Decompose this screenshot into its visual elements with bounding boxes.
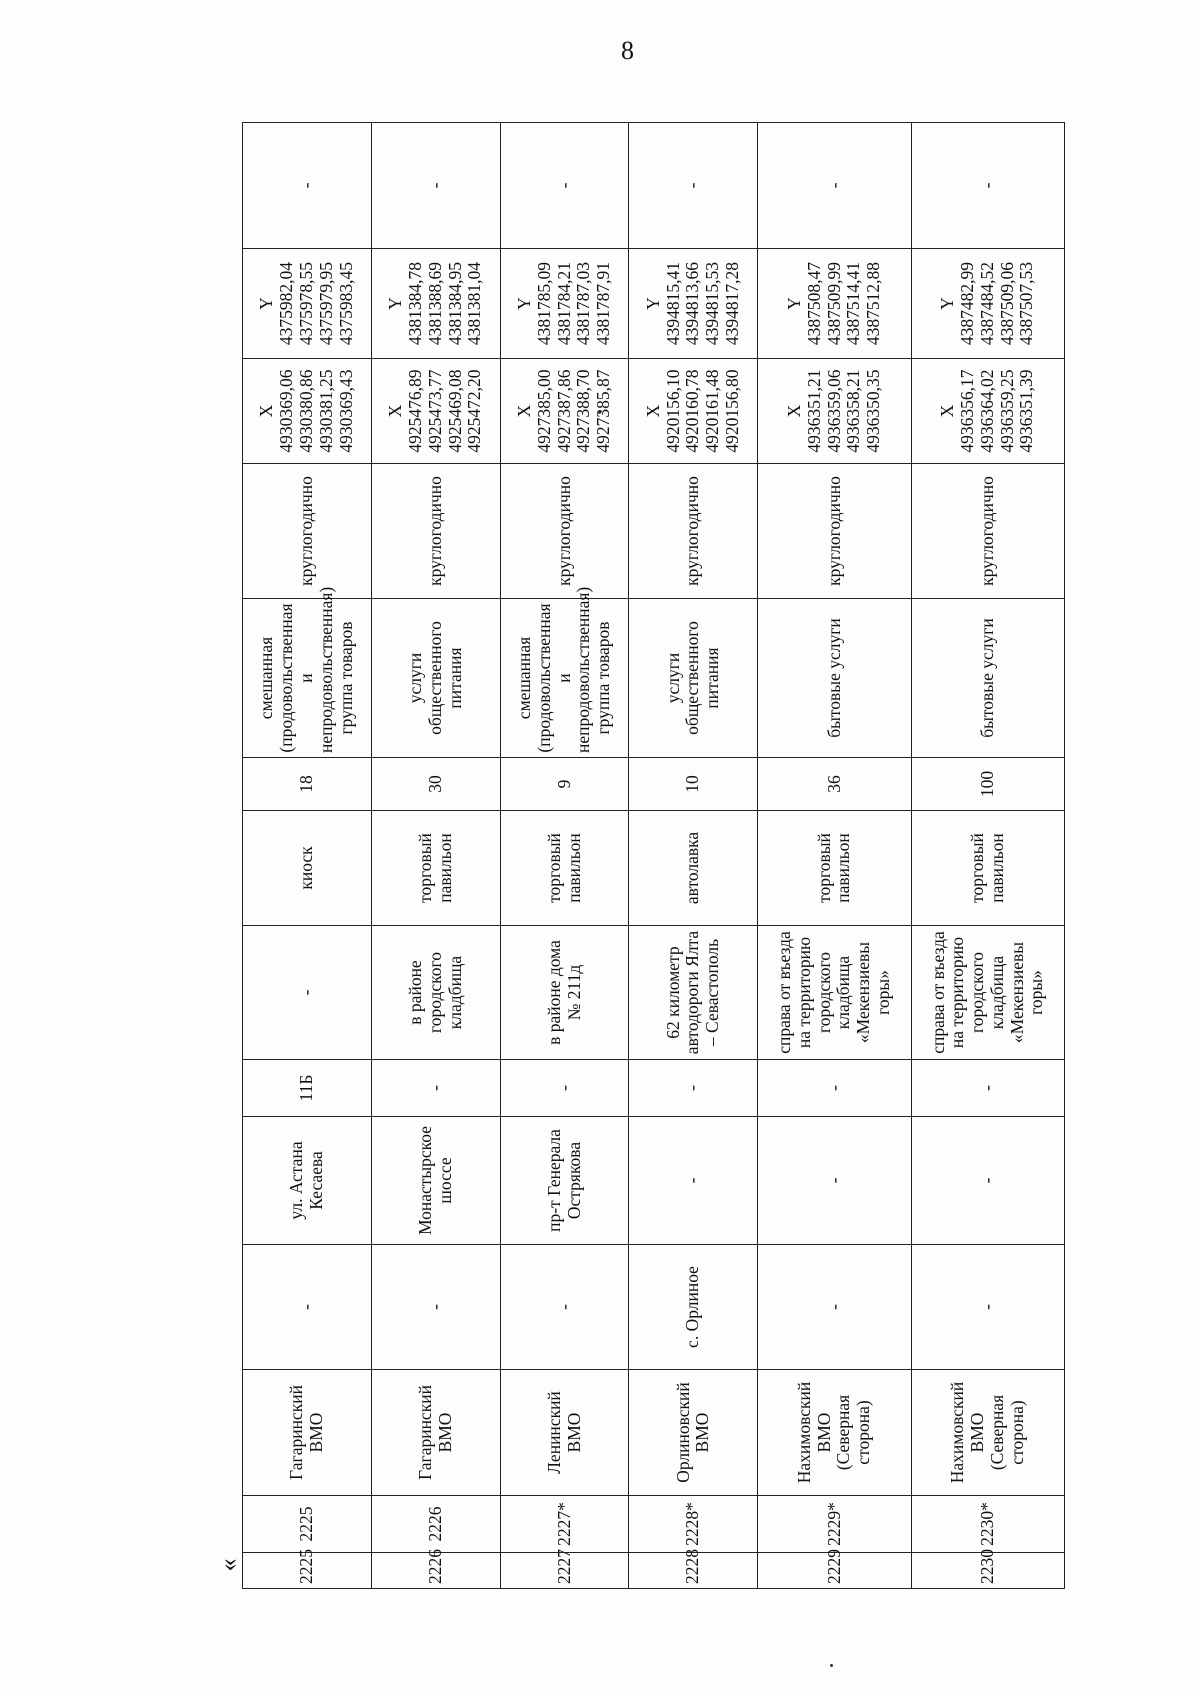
x-coordinate-value: 4930381,25 bbox=[315, 369, 336, 453]
district-cell: Нахимовский ВМО (Северная сторона) bbox=[758, 1370, 911, 1496]
placement-scheme-table bbox=[242, 122, 1065, 1589]
x-coordinates-cell bbox=[243, 359, 372, 464]
row-number-cell: 2226 bbox=[371, 1553, 500, 1589]
street-cell: - bbox=[629, 1117, 758, 1245]
x-coordinate-value: 4925472,20 bbox=[464, 369, 485, 453]
table-row bbox=[758, 123, 911, 1589]
x-coordinate-value: 4927387,86 bbox=[553, 369, 574, 453]
object-type-cell: торговый павильон bbox=[758, 811, 911, 926]
y-coordinates-cell bbox=[371, 249, 500, 359]
x-coordinate-value: 4925469,08 bbox=[444, 369, 465, 453]
street-cell: ул. Астана Кесаева bbox=[243, 1117, 372, 1245]
x-coordinate-value: 4936364,02 bbox=[976, 369, 997, 453]
x-coordinate-value: 4920160,78 bbox=[682, 369, 703, 453]
scheme-number-cell: 2225 bbox=[243, 1496, 372, 1553]
y-coordinate-value: 4375978,55 bbox=[296, 261, 317, 346]
district-cell: Орлиновский ВМО bbox=[629, 1370, 758, 1496]
landmark-cell: - bbox=[243, 926, 372, 1060]
x-coordinate-header: X bbox=[385, 404, 406, 418]
period-cell: круглогодично bbox=[911, 464, 1064, 599]
x-coordinate-value: 4927385,00 bbox=[533, 369, 554, 453]
house-number-cell: 11Б bbox=[243, 1060, 372, 1117]
y-coordinates-cell bbox=[243, 249, 372, 359]
period-cell: круглогодично bbox=[371, 464, 500, 599]
period-cell: круглогодично bbox=[629, 464, 758, 599]
x-coordinate-value: 4920156,80 bbox=[721, 369, 742, 453]
object-type-cell: торговый павильон bbox=[371, 811, 500, 926]
house-number-cell: - bbox=[911, 1060, 1064, 1117]
x-coordinate-value: 4930380,86 bbox=[296, 369, 317, 453]
street-cell: - bbox=[758, 1117, 911, 1245]
street-cell: Монастырское шоссе bbox=[371, 1117, 500, 1245]
specialization-cell: бытовые услуги bbox=[911, 599, 1064, 758]
y-coordinate-header: Y bbox=[514, 297, 535, 310]
x-coordinate-value: 4927385,87 bbox=[593, 369, 614, 453]
x-coordinate-value: 4930369,43 bbox=[335, 369, 356, 453]
table-row bbox=[629, 123, 758, 1589]
specialization-cell: услуги общественного питания bbox=[629, 599, 758, 758]
landmark-cell: в районе дома № 211д bbox=[500, 926, 629, 1060]
area-cell: 36 bbox=[758, 758, 911, 811]
object-type-cell: киоск bbox=[243, 811, 372, 926]
y-coordinate-value: 4394813,66 bbox=[682, 261, 703, 346]
x-coordinate-value: 4920156,10 bbox=[662, 369, 683, 453]
area-cell: 10 bbox=[629, 758, 758, 811]
specialization-cell: смешанная (продовольственная и непродовольственная) группа товаров bbox=[243, 599, 372, 758]
x-coordinate-header: X bbox=[937, 404, 958, 418]
row-number-cell: 2228 bbox=[629, 1553, 758, 1589]
note-cell: - bbox=[629, 123, 758, 249]
settlement-cell: - bbox=[243, 1245, 372, 1370]
y-coordinate-value: 4387509,06 bbox=[996, 261, 1017, 346]
row-number-cell: 2225 bbox=[243, 1553, 372, 1589]
opening-quote-mark: « bbox=[213, 1558, 243, 1572]
x-coordinate-value: 4920161,48 bbox=[702, 369, 723, 453]
x-coordinate-value: 4936358,21 bbox=[843, 369, 864, 453]
specialization-cell: услуги общественного питания bbox=[371, 599, 500, 758]
y-coordinate-value: 4381384,78 bbox=[405, 261, 426, 346]
house-number-cell: - bbox=[371, 1060, 500, 1117]
x-coordinates-cell bbox=[500, 359, 629, 464]
x-coordinate-value: 4936356,17 bbox=[957, 369, 978, 453]
note-cell: - bbox=[911, 123, 1064, 249]
x-coordinate-value: 4936359,06 bbox=[823, 369, 844, 453]
street-cell: - bbox=[911, 1117, 1064, 1245]
y-coordinate-value: 4381787,91 bbox=[593, 261, 614, 346]
scheme-number-cell: 2228* bbox=[629, 1496, 758, 1553]
district-cell: Гагаринский ВМО bbox=[371, 1370, 500, 1496]
x-coordinate-value: 4927388,70 bbox=[573, 369, 594, 453]
y-coordinate-value: 4375979,95 bbox=[315, 261, 336, 346]
landmark-cell: справа от въезда на территорию городского кладбища «Мекензиевы горы» bbox=[911, 926, 1064, 1060]
settlement-cell: - bbox=[758, 1245, 911, 1370]
rotated-table-wrapper bbox=[242, 123, 1065, 1589]
settlement-cell: - bbox=[500, 1245, 629, 1370]
y-coordinate-value: 4394815,53 bbox=[702, 261, 723, 346]
area-cell: 30 bbox=[371, 758, 500, 811]
y-coordinate-value: 4381787,03 bbox=[573, 261, 594, 346]
district-cell: Нахимовский ВМО (Северная сторона) bbox=[911, 1370, 1064, 1496]
x-coordinate-header: X bbox=[642, 404, 663, 418]
y-coordinate-value: 4387509,99 bbox=[823, 261, 844, 346]
y-coordinate-value: 4387482,99 bbox=[957, 261, 978, 346]
y-coordinates-cell bbox=[500, 249, 629, 359]
area-cell: 100 bbox=[911, 758, 1064, 811]
specialization-cell: смешанная (продовольственная и непродовольственная) группа товаров bbox=[500, 599, 629, 758]
y-coordinate-value: 4387512,88 bbox=[863, 261, 884, 346]
x-coordinate-value: 4936350,35 bbox=[863, 369, 884, 453]
y-coordinate-header: Y bbox=[784, 297, 804, 310]
scan-speck bbox=[830, 1664, 833, 1667]
district-cell: Гагаринский ВМО bbox=[243, 1370, 372, 1496]
y-coordinate-value: 4381381,04 bbox=[464, 261, 485, 346]
area-cell: 9 bbox=[500, 758, 629, 811]
object-type-cell: автолавка bbox=[629, 811, 758, 926]
x-coordinates-cell bbox=[758, 359, 911, 464]
note-cell: - bbox=[243, 123, 372, 249]
landmark-cell: справа от въезда на территорию городского кладбища «Мекензиевы горы» bbox=[758, 926, 911, 1060]
x-coordinates-cell bbox=[629, 359, 758, 464]
specialization-cell: бытовые услуги bbox=[758, 599, 911, 758]
x-coordinates-cell bbox=[911, 359, 1064, 464]
y-coordinate-value: 4381388,69 bbox=[424, 261, 445, 346]
y-coordinate-value: 4375983,45 bbox=[335, 261, 356, 346]
y-coordinate-value: 4375982,04 bbox=[276, 261, 297, 346]
street-cell: пр-т Генерала Острякова bbox=[500, 1117, 629, 1245]
y-coordinates-cell bbox=[629, 249, 758, 359]
x-coordinates-cell bbox=[371, 359, 500, 464]
house-number-cell: - bbox=[500, 1060, 629, 1117]
y-coordinate-value: 4394817,28 bbox=[721, 261, 742, 346]
x-coordinate-value: 4930369,06 bbox=[276, 369, 297, 453]
x-coordinate-value: 4936359,25 bbox=[996, 369, 1017, 453]
y-coordinate-value: 4387507,53 bbox=[1016, 261, 1037, 346]
x-coordinate-header: X bbox=[784, 404, 804, 418]
x-coordinate-value: 4925476,89 bbox=[405, 369, 426, 453]
table-row bbox=[243, 123, 372, 1589]
x-coordinate-header: X bbox=[514, 404, 535, 418]
x-coordinate-value: 4936351,39 bbox=[1016, 369, 1037, 453]
row-number-cell: 2227 bbox=[500, 1553, 629, 1589]
y-coordinate-header: Y bbox=[385, 297, 406, 310]
settlement-cell: с. Орлиное bbox=[629, 1245, 758, 1370]
y-coordinate-value: 4394815,41 bbox=[662, 261, 683, 346]
scheme-number-cell: 2227* bbox=[500, 1496, 629, 1553]
settlement-cell: - bbox=[371, 1245, 500, 1370]
area-cell: 18 bbox=[243, 758, 372, 811]
note-cell: - bbox=[758, 123, 911, 249]
period-cell: круглогодично bbox=[243, 464, 372, 599]
y-coordinate-header: Y bbox=[256, 297, 277, 310]
y-coordinate-value: 4387484,52 bbox=[976, 261, 997, 346]
house-number-cell: - bbox=[758, 1060, 911, 1117]
scheme-number-cell: 2230* bbox=[911, 1496, 1064, 1553]
table-body bbox=[243, 123, 1065, 1589]
y-coordinate-header: Y bbox=[937, 297, 958, 310]
object-type-cell: торговый павильон bbox=[911, 811, 1064, 926]
note-cell: - bbox=[500, 123, 629, 249]
note-cell: - bbox=[371, 123, 500, 249]
settlement-cell: - bbox=[911, 1245, 1064, 1370]
scheme-number-cell: 2229* bbox=[758, 1496, 911, 1553]
district-cell: Ленинский ВМО bbox=[500, 1370, 629, 1496]
row-number-cell: 2229 bbox=[758, 1553, 911, 1589]
row-number-cell: 2230 bbox=[911, 1553, 1064, 1589]
y-coordinates-cell bbox=[758, 249, 911, 359]
x-coordinate-header: X bbox=[256, 404, 277, 418]
y-coordinate-value: 4381785,09 bbox=[533, 261, 554, 346]
landmark-cell: в районе городского кладбища bbox=[371, 926, 500, 1060]
y-coordinate-header: Y bbox=[642, 297, 663, 310]
period-cell: круглогодично bbox=[758, 464, 911, 599]
table-row bbox=[371, 123, 500, 1589]
scheme-number-cell: 2226 bbox=[371, 1496, 500, 1553]
y-coordinates-cell bbox=[911, 249, 1064, 359]
landmark-cell: 62 километр автодороги Ялта – Севастополь bbox=[629, 926, 758, 1060]
table-row bbox=[911, 123, 1064, 1589]
x-coordinate-value: 4925473,77 bbox=[424, 369, 445, 453]
y-coordinate-value: 4381784,21 bbox=[553, 261, 574, 346]
x-coordinate-value: 4936351,21 bbox=[803, 369, 824, 453]
y-coordinate-value: 4381384,95 bbox=[444, 261, 465, 346]
object-type-cell: торговый павильон bbox=[500, 811, 629, 926]
table-row bbox=[500, 123, 629, 1589]
period-cell: круглогодично bbox=[500, 464, 629, 599]
y-coordinate-value: 4387508,47 bbox=[803, 261, 824, 346]
y-coordinate-value: 4387514,41 bbox=[843, 261, 864, 346]
house-number-cell: - bbox=[629, 1060, 758, 1117]
page-number: 8 bbox=[621, 36, 634, 65]
